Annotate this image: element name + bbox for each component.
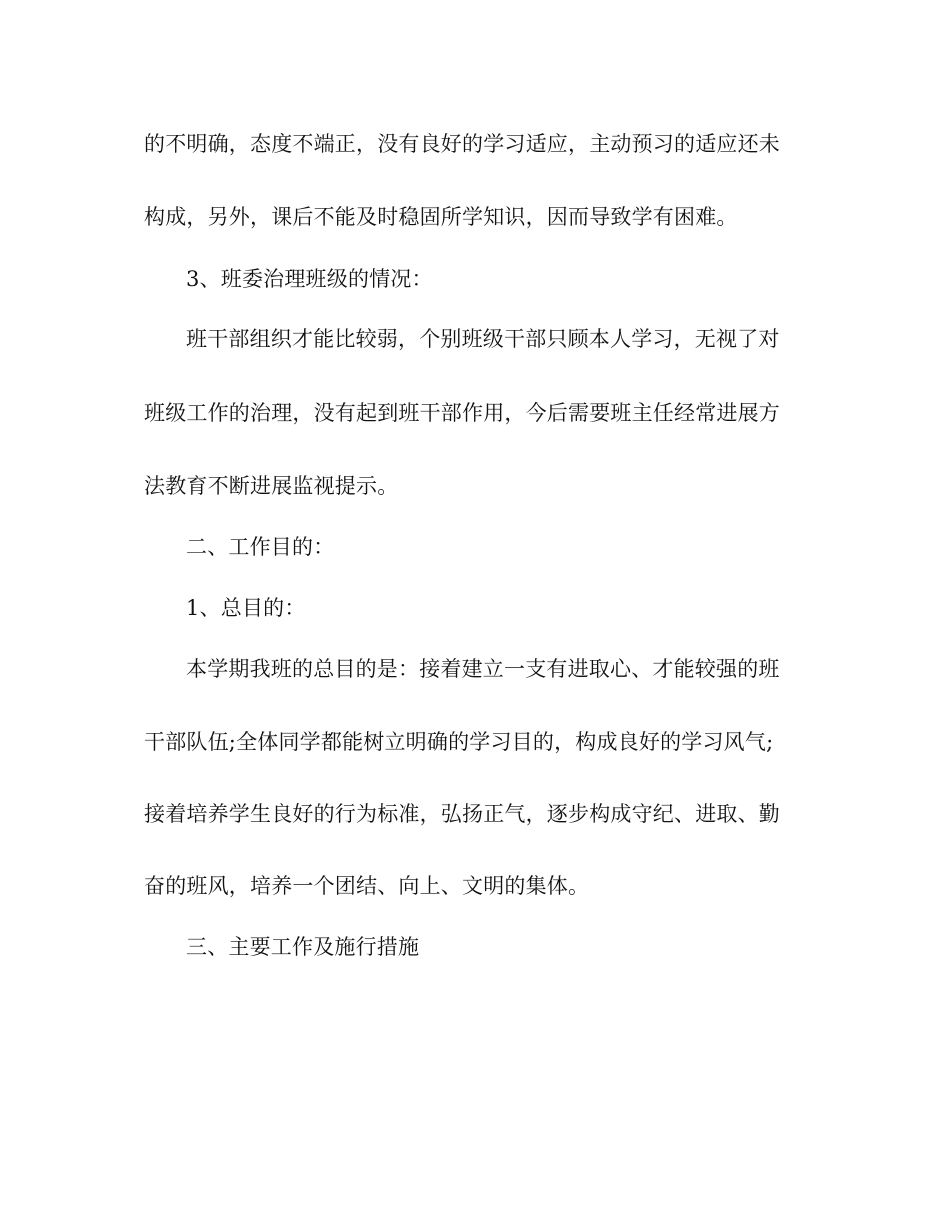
section-heading: 三、主要工作及施行措施: [186, 935, 420, 959]
paragraph-line: 干部队伍;全体同学都能树立明确的学习目的，构成良好的学习风气;: [144, 730, 774, 754]
paragraph-line: 奋的班风，培养一个团结、向上、文明的集体。: [144, 874, 590, 898]
paragraph-line: 本学期我班的总目的是：接着建立一支有进取心、才能较强的班: [186, 657, 780, 681]
section-heading: 1、总目的：: [186, 596, 306, 620]
paragraph-line: 法教育不断进展监视提示。: [144, 474, 399, 498]
section-heading: 3、班委治理班级的情况：: [186, 267, 433, 291]
section-heading: 二、工作目的：: [186, 535, 335, 559]
paragraph-line: 构成，另外，课后不能及时稳固所学知识，因而导致学有困难。: [144, 205, 738, 229]
paragraph-line: 班干部组织才能比较弱，个别班级干部只顾本人学习，无视了对: [186, 327, 780, 351]
paragraph-line: 的不明确，态度不端正，没有良好的学习适应，主动预习的适应还未: [144, 132, 780, 156]
paragraph-line: 班级工作的治理，没有起到班干部作用，今后需要班主任经常进展方: [144, 401, 780, 425]
paragraph-line: 接着培养学生良好的行为标准，弘扬正气，逐步构成守纪、进取、勤: [144, 802, 780, 826]
